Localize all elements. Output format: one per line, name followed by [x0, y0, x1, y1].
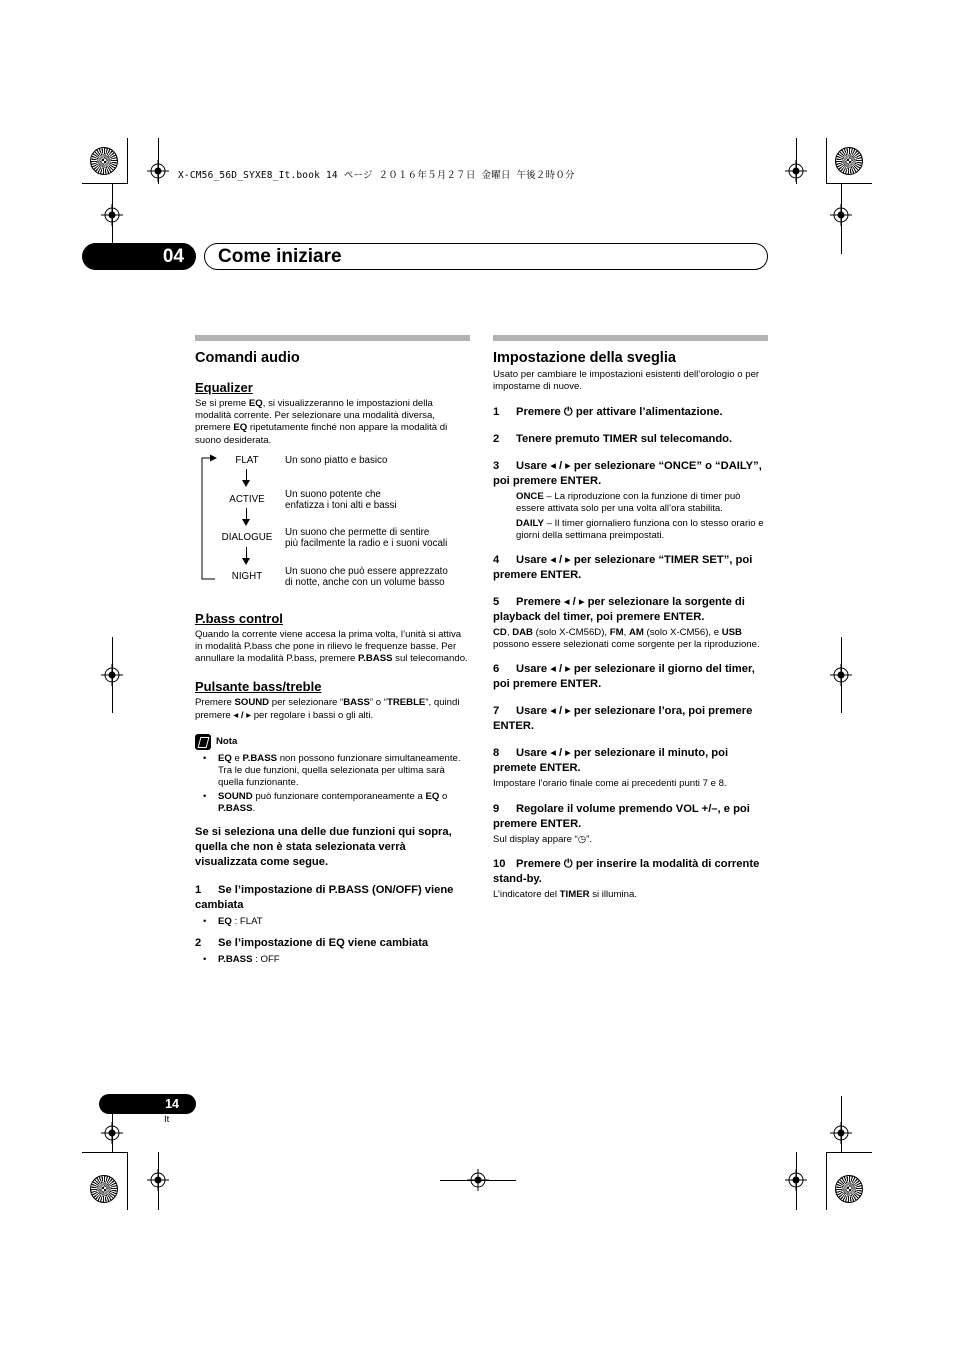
- registration-mark: [101, 204, 123, 226]
- equalizer-heading: Equalizer: [195, 380, 253, 395]
- step-2-list: [195, 954, 470, 966]
- chapter-title-box: [204, 243, 768, 270]
- timer-clock-icon: ◷: [577, 833, 587, 845]
- registration-mark: [830, 204, 852, 226]
- section-heading: Impostazione della sveglia: [493, 350, 676, 366]
- registration-mark: [830, 664, 852, 686]
- loop-back-arrow: [195, 453, 225, 583]
- bass-treble-text: Premere SOUND per selezionare “BASS” o “TREBLE”, quindi premere ◂ / ▸ per regolare i bassi o gli alti.: [195, 697, 460, 721]
- registration-mark: [147, 1169, 169, 1191]
- eq-desc-active: Un suono potente che enfatizza i toni alti e bassi: [285, 488, 397, 512]
- down-arrow-icon: [246, 508, 247, 520]
- registration-mark: [101, 664, 123, 686]
- daily-desc: DAILY – Il timer giornaliero funziona con lo stesso orario e giorni della settimana preimpostati.: [516, 518, 764, 541]
- left-right-arrows-icon: ◂ / ▸: [550, 705, 571, 718]
- eq-desc-night: Un suono che può essere apprezzato di notte, anche con un volume basso: [285, 565, 448, 589]
- step-3: 3 Usare ◂ / ▸ per selezionare “ONCE” o “DAILY”, poi premere ENTER.: [493, 460, 762, 488]
- source-desc: CD, DAB (solo X-CM56D), FM, AM (solo X-CM56), e USB possono essere selezionati come sorgente per la riproduzione.: [493, 627, 760, 650]
- step-6: 6 Usare ◂ / ▸ per selezionare il giorno del timer, poi premere ENTER.: [493, 663, 755, 691]
- step-7: 7 Usare ◂ / ▸ per selezionare l’ora, poi premere ENTER.: [493, 705, 753, 733]
- registration-mark: [785, 160, 807, 182]
- power-icon: ⏻: [563, 406, 573, 419]
- registration-mark: [830, 1122, 852, 1144]
- bass-treble-heading: Pulsante bass/treble: [195, 679, 322, 695]
- left-right-arrows-icon: ◂ / ▸: [550, 554, 571, 567]
- step-1: 1 Premere ⏻ per attivare l’alimentazione.: [493, 406, 723, 419]
- left-right-arrows-icon: ◂ / ▸: [550, 663, 571, 676]
- chapter-title: Come iniziare: [218, 246, 342, 267]
- eq-mode-flat: FLAT: [235, 454, 259, 466]
- step-10: 10 Premere ⏻ per inserire la modalità di corrente stand-by.: [493, 858, 760, 886]
- equalizer-intro: Se si preme EQ, si visualizzeranno le impostazioni della modalità corrente. Per selezionare una modalità diversa, premere EQ ripetutamente finché non appare la modalità di suono desiderata.: [195, 398, 448, 446]
- list-item: • P.BASS : OFF: [195, 954, 470, 966]
- step-8-note: Impostare l’orario finale come ai precedenti punti 7 e 8.: [493, 778, 727, 790]
- step-1-list: [195, 916, 470, 928]
- eq-mode-diagram: [195, 453, 470, 593]
- eq-desc-flat: Un sono piatto e basico: [285, 454, 388, 466]
- rosette-mark-br: [835, 1175, 863, 1203]
- list-item: • EQ e P.BASS non possono funzionare simultaneamente. Tra le due funzioni, quella selezionata per ultima sarà quella funzionante.: [195, 753, 470, 789]
- pbass-heading: P.bass control: [195, 610, 283, 626]
- pbass-text: Quando la corrente viene accesa la prima volta, l’unità si attiva in modalità P.bass che pone in rilievo le frequenze basse. Per annullare la modalità P.bass, premere P.BASS sul telecomando.: [195, 628, 468, 665]
- step-4: 4 Usare ◂ / ▸ per selezionare “TIMER SET”, poi premere ENTER.: [493, 554, 753, 582]
- note-header: [195, 734, 470, 750]
- eq-mode-active: ACTIVE: [229, 493, 265, 505]
- note-list: [195, 753, 470, 815]
- step-10-note: L’indicatore del TIMER si illumina.: [493, 889, 637, 901]
- section-heading: Comandi audio: [195, 350, 300, 366]
- list-item: • EQ : FLAT: [195, 916, 470, 928]
- once-desc: ONCE – La riproduzione con la funzione di timer può essere attivata solo per una volta all’ora stabilita.: [516, 491, 741, 514]
- page-number: 14: [99, 1094, 196, 1114]
- step-2: 2 Tenere premuto TIMER sul telecomando.: [493, 433, 733, 446]
- note-pencil-icon: [195, 734, 211, 750]
- section-rule: [195, 335, 470, 341]
- print-header: X-CM56_56D_SYXE8_It.book 14 ページ ２０１６年５月２７日 金曜日 午後２時０分: [178, 170, 575, 181]
- rosette-mark-bl: [90, 1175, 118, 1203]
- step-9-note: Sul display appare “◷”.: [493, 833, 593, 845]
- left-column: [195, 335, 470, 968]
- left-right-arrows-icon: ◂ / ▸: [550, 460, 571, 473]
- power-icon: ⏻: [563, 858, 573, 871]
- registration-mark: [147, 160, 169, 182]
- right-column: [493, 335, 768, 901]
- alarm-intro: Usato per cambiare le impostazioni esistenti dell’orologio o per impostarne di nuove.: [493, 369, 760, 393]
- left-right-arrows-icon: ◂ / ▸: [563, 596, 585, 609]
- eq-desc-dialogue: Un suono che permette di sentire più facilmente la radio e i suoni vocali: [285, 526, 448, 550]
- registration-mark: [785, 1169, 807, 1191]
- down-arrow-icon: [246, 469, 247, 481]
- rosette-mark-tl: [90, 147, 118, 175]
- registration-mark: [467, 1169, 489, 1191]
- eq-mode-night: NIGHT: [231, 570, 263, 582]
- down-arrow-icon: [246, 547, 247, 559]
- step-1: 1 Se l’impostazione di P.BASS (ON/OFF) viene cambiata: [195, 883, 454, 911]
- chapter-number: 04: [82, 243, 196, 270]
- eq-mode-dialogue: DIALOGUE: [221, 531, 273, 543]
- bold-note: Se si seleziona una delle due funzioni qui sopra, quella che non è stata selezionata verrà visualizzata come segue.: [195, 825, 452, 868]
- language-code: It: [164, 1114, 170, 1125]
- step-5: 5 Premere ◂ / ▸ per selezionare la sorgente di playback del timer, poi premere ENTER.: [493, 596, 745, 624]
- list-item: • SOUND può funzionare contemporaneamente a EQ o P.BASS.: [195, 791, 470, 815]
- step-2: 2 Se l’impostazione di EQ viene cambiata: [195, 936, 429, 949]
- registration-mark: [101, 1122, 123, 1144]
- rosette-mark-tr: [835, 147, 863, 175]
- left-right-arrows-icon: ◂ / ▸: [233, 709, 252, 721]
- step-9: 9 Regolare il volume premendo VOL +/–, e poi premere ENTER.: [493, 802, 750, 830]
- section-rule: [493, 335, 768, 341]
- left-right-arrows-icon: ◂ / ▸: [550, 747, 571, 760]
- step-8: 8 Usare ◂ / ▸ per selezionare il minuto, poi premete ENTER.: [493, 747, 729, 775]
- note-label: Nota: [216, 736, 238, 748]
